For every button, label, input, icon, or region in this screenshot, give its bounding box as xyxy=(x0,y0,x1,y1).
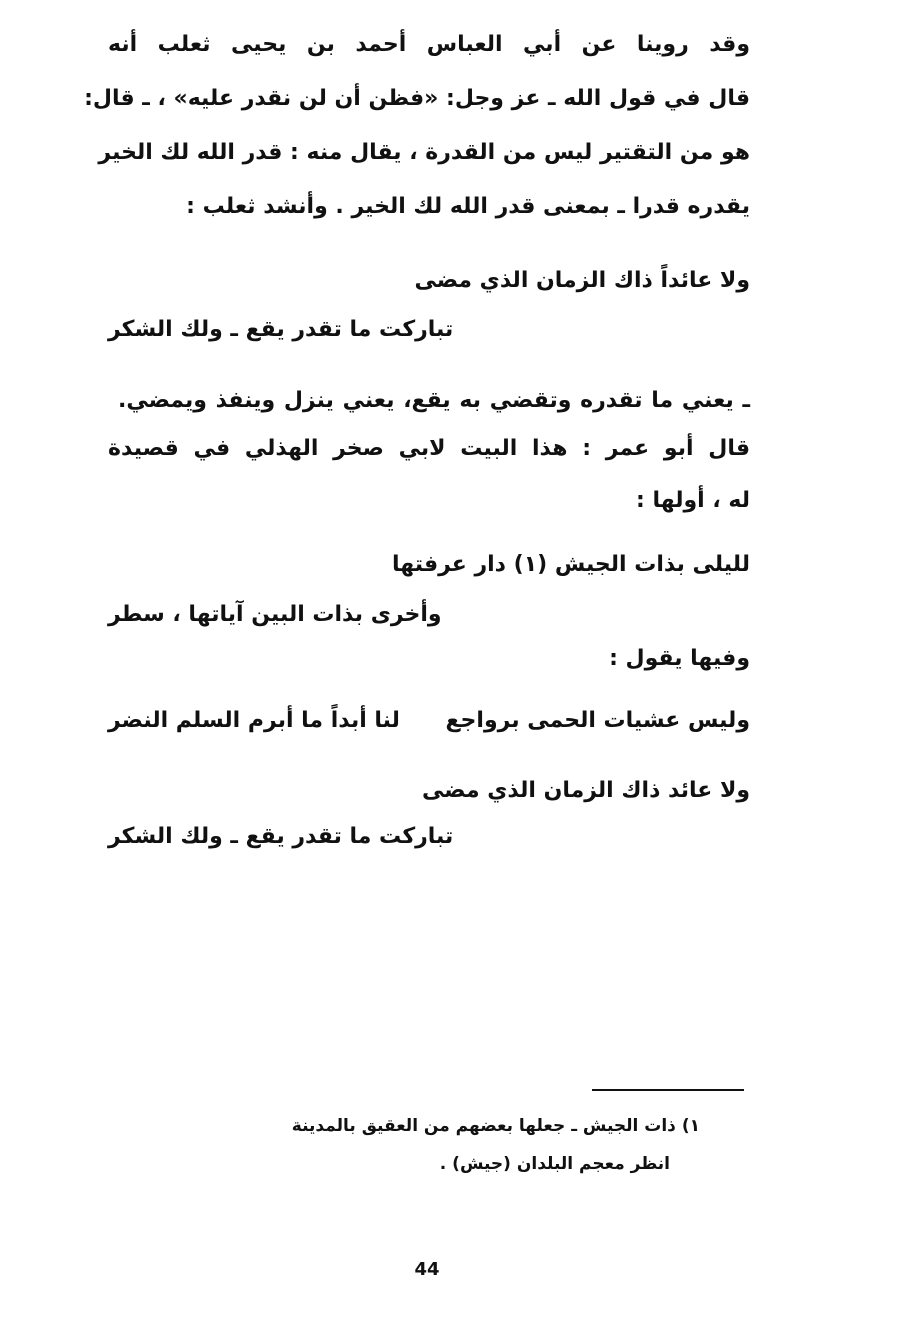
paragraph-line: قال أبو عمر : هذا البيت لابي صخر الهذلي في قصيدة xyxy=(108,436,750,461)
paragraph-line: يقدره قدرا ـ بمعنى قدر الله لك الخير . وأنشد ثعلب : xyxy=(186,194,750,219)
footnote-line: انظر معجم البلدان (جيش) . xyxy=(439,1154,670,1174)
paragraph-line: له ، أولها : xyxy=(636,488,750,513)
verse-first-hemistich: ولا عائداً ذاك الزمان الذي مضى xyxy=(414,268,750,293)
verse-second-hemistich: وأخرى بذات البين آياتها ، سطر xyxy=(108,602,442,627)
footnote-rule xyxy=(592,1089,744,1091)
verse-intro: وفيها يقول : xyxy=(609,646,750,671)
verse-first-hemistich: وليس عشيات الحمى برواجع xyxy=(445,708,750,733)
verse-second-hemistich: تباركت ما تقدر يقع ـ ولك الشكر xyxy=(108,317,454,342)
paragraph-line: وقد روينا عن أبي العباس أحمد بن يحيى ثعلب أنه xyxy=(108,32,750,57)
verse-second-hemistich: لنا أبداً ما أبرم السلم النضر xyxy=(108,708,400,733)
verse-second-hemistich: تباركت ما تقدر يقع ـ ولك الشكر xyxy=(108,824,454,849)
paragraph-line: ـ يعني ما تقدره وتقضي به يقع، يعني ينزل وينفذ ويمضي. xyxy=(118,388,750,413)
page-number: 44 xyxy=(414,1259,440,1280)
paragraph-line: قال في قول الله ـ عز وجل: «فظن أن لن نقدر عليه» ، ـ قال: xyxy=(84,86,750,111)
footnote-line: ١) ذات الجيش ـ جعلها بعضهم من العقيق بالمدينة xyxy=(291,1116,700,1136)
paragraph-line: هو من التقتير ليس من القدرة ، يقال منه : قدر الله لك الخير xyxy=(98,140,750,165)
verse-first-hemistich: ولا عائد ذاك الزمان الذي مضى xyxy=(422,778,750,803)
verse-first-hemistich: لليلى بذات الجيش (١) دار عرفتها xyxy=(391,552,750,577)
